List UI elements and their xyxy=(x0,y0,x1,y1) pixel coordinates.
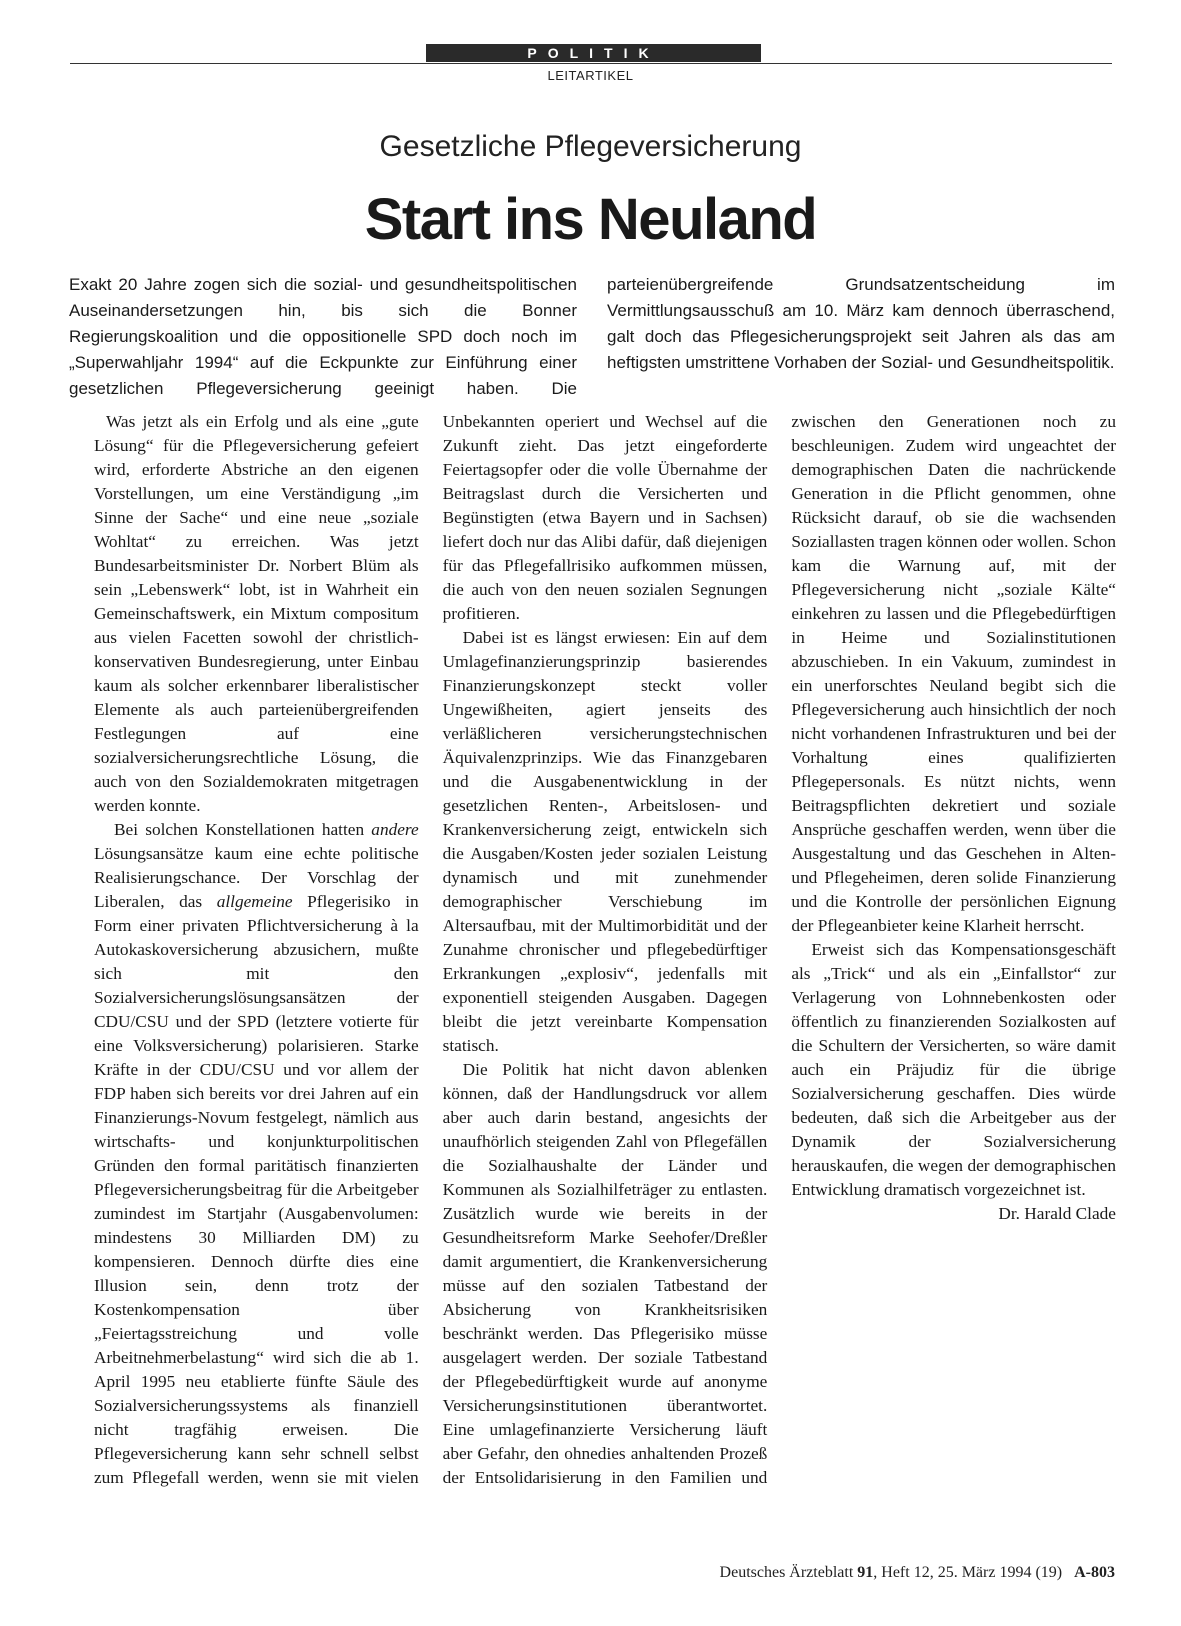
emphasis-allgemeine: allgemeine xyxy=(216,892,293,911)
header-rule xyxy=(70,63,1112,64)
issue-info: , Heft 12, 25. März 1994 (19) xyxy=(873,1564,1063,1581)
article-kicker: Gesetzliche Pflegeversicherung xyxy=(379,130,802,163)
paragraph-4: Die Politik hat nicht davon ablenken können, daß der Handlungsdruck vor allem aber auch darin bestand, angesichts der unaufhörlich steigenden Zahl von Pflegefällen die Sozialhaushalte der Länder und Kommunen als Sozialhilfeträger zu entlasten. Zusätzlich wurde wie bereits in der Gesundheitsreform Marke Seehofer/Dreßler damit argumentiert, die Krankenversicherung müsse auf den sozialen Tatbestand der Absicherung von Krankheitsrisiken beschränkt werden. Das Pflegerisiko müsse ausgelagert werden. Der soziale Tatbestand der Pflegebedürftigkeit wurde auf anonyme Versicherungsinstitutionen überantwortet. Eine umlagefinanzierte Versicherung läuft aber Gefahr, den ohnedies anhaltenden Prozeß der Entsolidarisierung in den Familien und zwischen den Generationen noch zu beschleunigen. Zudem wird ungeachtet der demographischen Daten die nachrückende Generation in die Pflicht genommen, ohne Rücksicht darauf, ob sie die wachsenden Soziallasten tragen können oder wollen. Schon kam die Warnung auf, mit der Pflegeversicherung nicht „soziale Kälte“ einkehren zu lassen und die Pflegebedürftigen in Heime und Sozialinstitutionen abzuschieben. In ein Vakuum, zumindest in ein unerforschtes Neuland begibt sich die Pflegeversicherung auch hinsichtlich der noch nicht vorhandenen Infrastrukturen und bei der Vorhaltung eines qualifizierten Pflegepersonals. Es nützt nichts, wenn Beitragspflichten dekretiert und soziale Ansprüche geschaffen werden, wenn über die Ausgestaltung und das Geschehen in Alten- und Pflegeheimen, deren solide Finanzierung und die Kontrolle der persönlichen Eignung der Pflegeanbieter keine Klarheit herrscht. xyxy=(442,412,1116,1487)
page-number: A-803 xyxy=(1074,1564,1115,1581)
paragraph-3: Dabei ist es längst erwiesen: Ein auf dem Umlagefinanzierungsprinzip basierendes Finanzierungskonzept steckt voller Ungewißheiten, agiert jenseits des verläßlicheren versicherungstechnischen Äquivalenzprinzips. Wie das Finanzgebaren und die Ausgabenentwicklung in der gesetzlichen Renten-, Arbeitslosen- und Krankenversicherung zeigt, entwickeln sich die Ausgaben/Kosten jeder sozialen Leistung dynamisch und mit zunehmender demographischer Verschiebung im Altersaufbau, mit der Multimorbidität und der Zunahme chronischer und pflegebedürftiger Erkrankungen „explosiv“, jedenfalls mit exponentiell steigenden Ausgaben. Dagegen bleibt die jetzt vereinbarte Kompensation statisch. xyxy=(442,628,768,1055)
section-band: POLITIK xyxy=(426,44,761,62)
article-body xyxy=(94,410,1116,1508)
journal-volume: 91 xyxy=(857,1564,874,1581)
paragraph-5-text: Erweist sich das Kompensationsgeschäft als „Trick“ und als ein „Einfallstor“ zur Verlagerung von Lohnnebenkosten oder öffentlich zu finanzierenden Sozialkosten auf die Schultern der Versicherten, so wäre damit auch ein Präjudiz für die übrige Sozialversicherung geschaffen. Dies würde bedeuten, daß sich die Arbeitgeber aus der Dynamik der Sozialversicherung herauskaufen, die wegen der demographischen Entwicklung dramatisch vorgezeichnet ist. xyxy=(791,940,1116,1199)
paragraph-2-part-2: Lösungsansätze kaum eine echte politische Realisierungschance. Der Vorschlag der Liberalen, das xyxy=(94,844,419,911)
article-lead: Exakt 20 Jahre zogen sich die sozial- und gesundheitspolitischen Auseinandersetzungen hin, bis sich die Bonner Regierungskoalition und die oppositionelle SPD doch noch im „Superwahljahr 1994“ auf die Eckpunkte zur Einführung einer gesetzlichen Pflegeversicherung geeinigt haben. Die parteienübergreifende Grundsatzentscheidung im Vermittlungsausschuß am 10. März kam dennoch überraschend, galt doch das Pflegesicherungsprojekt seit Jahren als das am heftigsten umstrittene Vorhaben der Sozial- und Gesundheitspolitik. xyxy=(69,275,1115,398)
paragraph-2-part-3: Pflegerisiko in Form einer privaten Pflichtversicherung à la Autokaskoversicherung abzusichern, mußte sich mit den Sozialversicherungslösungsansätzen der CDU/CSU und der SPD (letztere votierte für eine Volksversicherung) polarisieren. Starke Kräfte in der CDU/CSU und vor allem der FDP haben sich bereits vor drei Jahren auf ein Finanzierungs-Novum festgelegt, nämlich aus wirtschafts- und konjunkturpolitischen Gründen den formal paritätisch finanzierten Pflegeversicherungsbeitrag für die Arbeitgeber zumindest im Startjahr (Ausgabenvolumen: mindestens 30 Milliarden DM) zu kompensieren. Dennoch dürfte dies eine Illusion sein, denn trotz der Kostenkompensation über „Feiertagsstreichung und volle Arbeitnehmerbelastung“ wird sich die ab 1. April 1995 neu etablierte fünfte Säule des Sozialversicherungssystems als finanziell nicht tragfähig erweisen. Die Pflegeversicherung kann sehr schnell selbst zum Pflegefall werden, wenn sie mit vielen Unbekannten operiert und Wechsel auf die Zukunft zieht. Das jetzt eingeforderte Feiertagsopfer oder die volle Übernahme der Beitragslast durch die Versicherten und Begünstigten (etwa Bayern und in Sachsen) liefert doch nur das Alibi dafür, daß diejenigen für das Pflegefallrisiko aufkommen müssen, die auch von den neuen sozialen Segnungen profitieren. xyxy=(94,412,768,1487)
page-footer xyxy=(720,1564,1115,1582)
emphasis-andere: andere xyxy=(371,820,419,839)
paragraph-1: Was jetzt als ein Erfolg und als eine „gute Lösung“ für die Pflegeversicherung gefeiert wird, erforderte Abstriche an den eigenen Vorstellungen, um eine Verständigung „im Sinne der Sache“ und eine neue „soziale Wohltat“ zu erreichen. Was jetzt Bundesarbeitsminister Dr. Norbert Blüm als sein „Lebenswerk“ lobt, ist in Wahrheit ein Gemeinschaftswerk, ein Mixtum compositum aus vielen Facetten sowohl der christlich-konservativen Bundesregierung, unter Einbau kaum als solcher erkennbarer liberalistischer Elemente als auch parteienübergreifenden Festlegungen auf eine sozialversicherungsrechtliche Lösung, die auch von den Sozialdemokraten mitgetragen werden konnte. xyxy=(94,412,419,815)
paragraph-2-part-1: Bei solchen Konstellationen hatten xyxy=(114,820,372,839)
subsection-label: LEITARTIKEL xyxy=(547,68,634,83)
article-title: Start ins Neuland xyxy=(364,187,817,252)
journal-name: Deutsches Ärzteblatt xyxy=(719,1564,854,1581)
paragraph-5 xyxy=(791,938,1116,1226)
author-signature: Dr. Harald Clade xyxy=(998,1204,1116,1223)
